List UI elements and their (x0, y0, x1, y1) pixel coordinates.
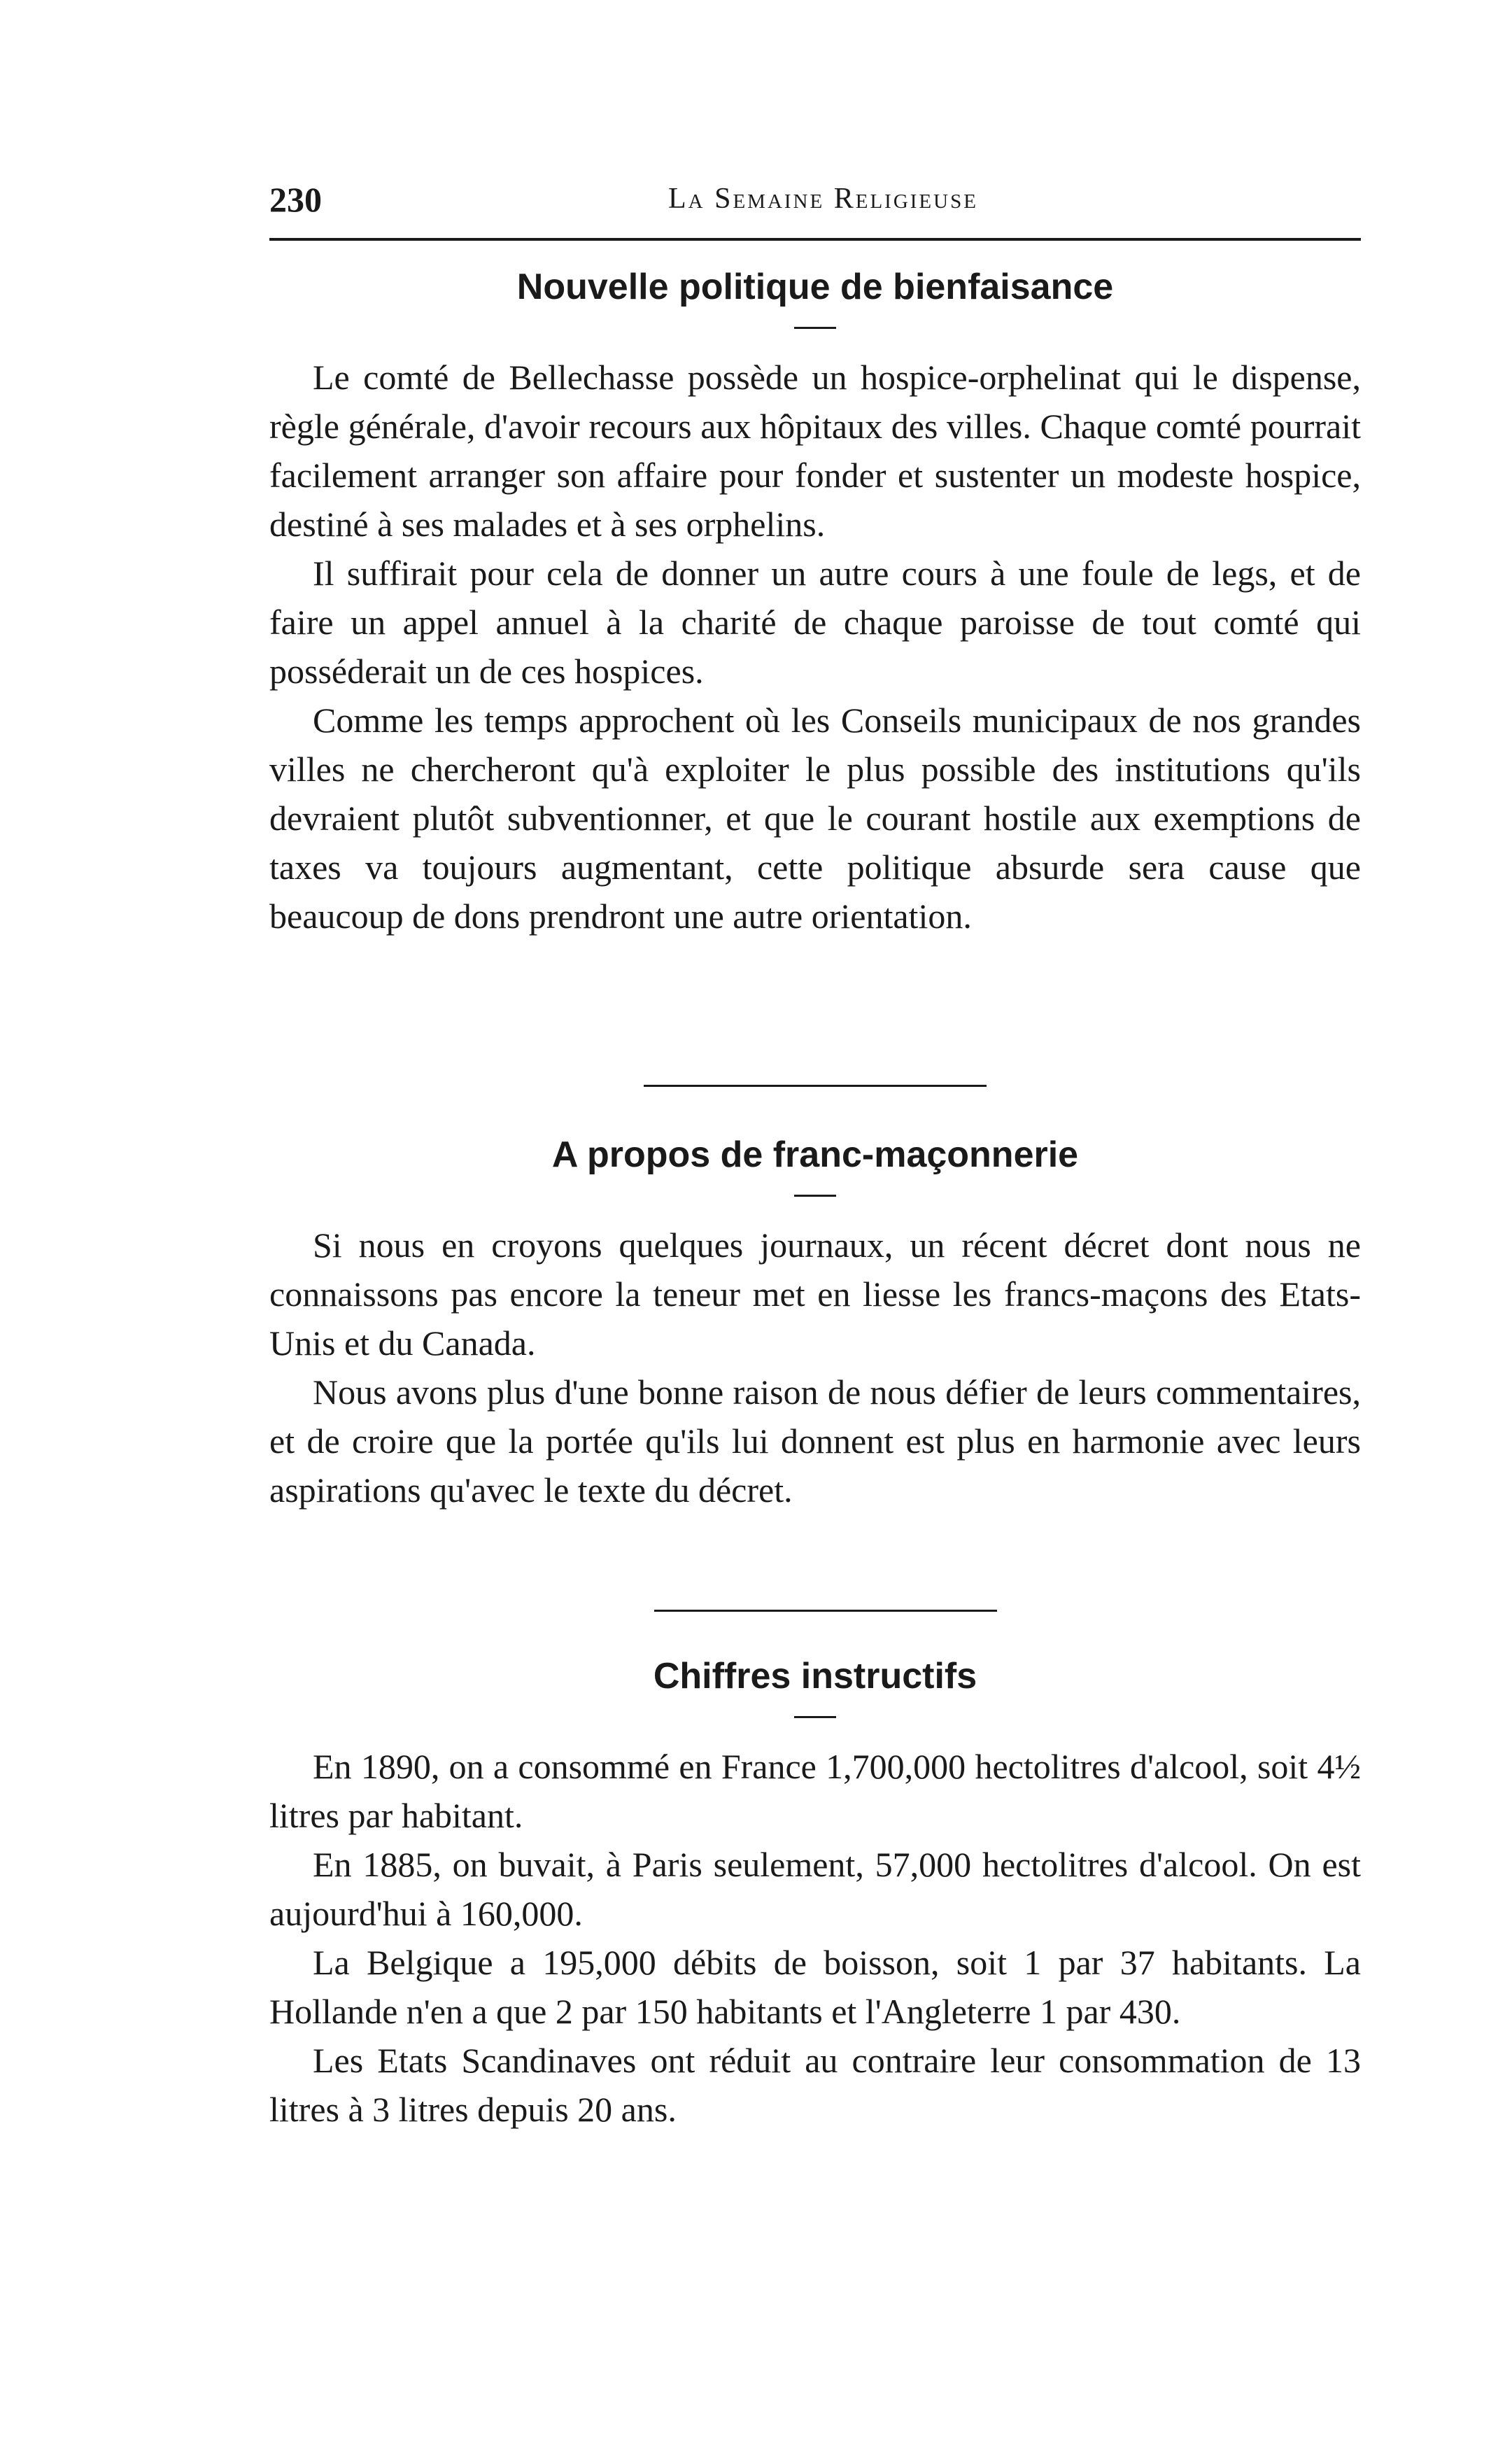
article-bienfaisance (269, 262, 1361, 941)
section-separator (654, 1610, 997, 1612)
article-chiffres (269, 1652, 1361, 2134)
section-separator (644, 1085, 987, 1087)
article-franc-maconnerie (269, 1130, 1361, 1514)
article-title: Nouvelle politique de bienfaisance (516, 267, 1114, 307)
title-dash (794, 1195, 836, 1197)
paragraph: Le comté de Bellechasse possède un hospice-orphelinat qui le dispense, règle générale, d'avoir recours aux hôpitaux des villes. Chaque comté pourrait facilement arranger son affaire pour fonder et sustenter un modeste hospice, destiné à ses malades et à ses orphelins. (269, 358, 1361, 544)
header-rule (269, 238, 1361, 241)
page-number: 230 (269, 180, 322, 219)
article-title: Chiffres instructifs (653, 1656, 977, 1696)
title-dash (794, 1716, 836, 1718)
article-title: A propos de franc-maçonnerie (551, 1134, 1079, 1175)
paragraph: La Belgique a 195,000 débits de boisson, soit 1 par 37 habitants. La Hollande n'en a que 2 par 150 habitants et l'Angleterre 1 par 430. (269, 1943, 1361, 2031)
paragraph: En 1885, on buvait, à Paris seulement, 57,000 hectolitres d'alcool. On est aujourd'hui à 160,000. (269, 1845, 1361, 1933)
paragraph: Si nous en croyons quelques journaux, un récent décret dont nous ne connaissons pas encore la teneur met en liesse les francs-maçons des Etats-Unis et du Canada. (269, 1225, 1361, 1363)
paragraph: Nous avons plus d'une bonne raison de nous défier de leurs commentaires, et de croire que la portée qu'ils lui donnent est plus en harmonie avec leurs aspirations qu'avec le texte du décret. (269, 1372, 1361, 1510)
journal-title: La Semaine Religieuse (668, 183, 978, 215)
title-dash (794, 327, 836, 329)
paragraph: Les Etats Scandinaves ont réduit au contraire leur consommation de 13 litres à 3 litres depuis 20 ans. (269, 2041, 1361, 2129)
paragraph: Comme les temps approchent où les Conseils municipaux de nos grandes villes ne chercheront qu'à exploiter le plus possible des institutions qu'ils devraient plutôt subventionner, et que le courant hostile aux exemptions de taxes va toujours augmentant, cette politique absurde sera cause que beaucoup de dons prendront une autre orientation. (269, 701, 1361, 936)
paragraph: En 1890, on a consommé en France 1,700,000 hectolitres d'alcool, soit 4½ litres par habitant. (269, 1747, 1361, 1835)
paragraph: Il suffirait pour cela de donner un autre cours à une foule de legs, et de faire un appel annuel à la charité de chaque paroisse de tout comté qui posséderait un de ces hospices. (269, 554, 1361, 691)
running-head (269, 175, 1361, 231)
